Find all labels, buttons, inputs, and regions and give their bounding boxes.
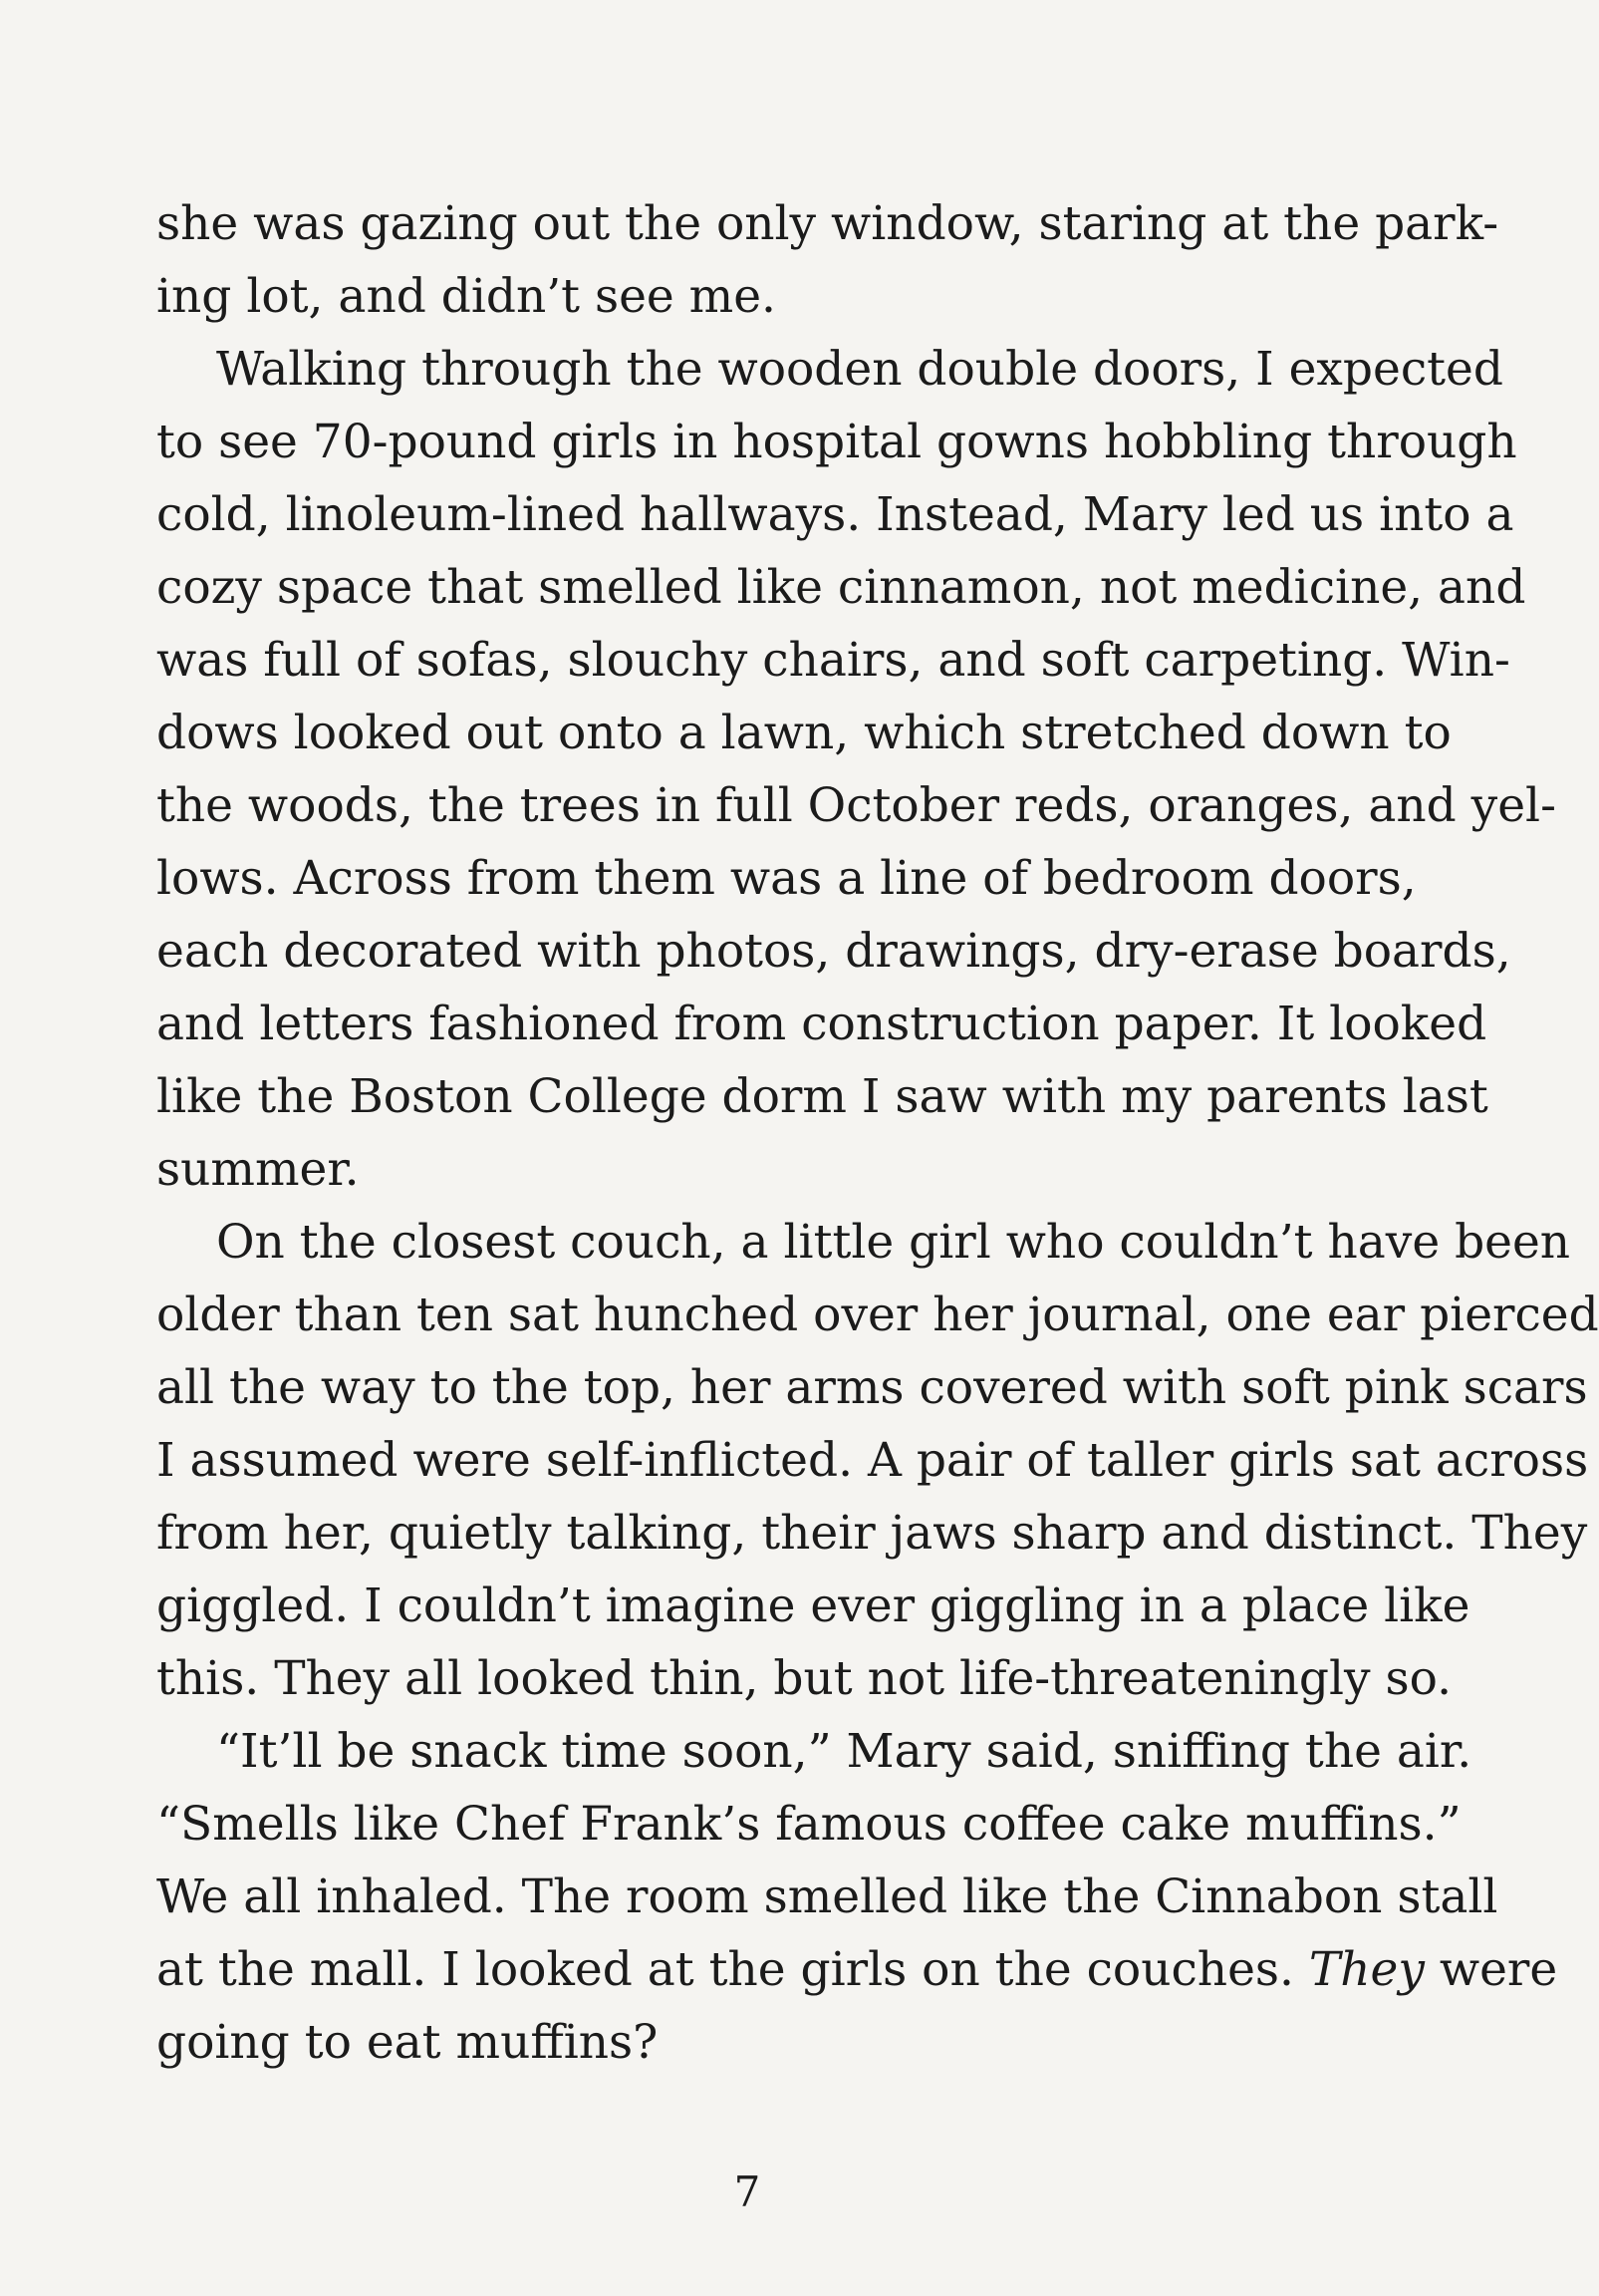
text-line-main: at the mall. I looked at the girls on the couches.: [156, 1942, 1294, 1997]
text-line: “It’ll be snack time soon,” Mary said, sniffing the air.: [216, 1724, 1472, 1779]
text-line: ing lot, and didn’t see me.: [156, 269, 776, 324]
text-line: lows. Across from them was a line of bedroom doors,: [156, 851, 1417, 906]
text-line: was full of sofas, slouchy chairs, and soft carpeting. Win-: [156, 633, 1510, 688]
text-line: going to eat muffins?: [156, 2015, 659, 2070]
text-line: like the Boston College dorm I saw with my parents last: [156, 1069, 1488, 1124]
text-line: Walking through the wooden double doors, I expected: [216, 342, 1503, 397]
text-line: giggled. I couldn’t imagine ever giggling in a place like: [156, 1578, 1470, 1633]
text-line: dows looked out onto a lawn, which stretched down to: [156, 706, 1452, 760]
text-line: each decorated with photos, drawings, dry-erase boards,: [156, 924, 1511, 979]
text-line: cold, linoleum-lined hallways. Instead, Mary led us into a: [156, 487, 1514, 542]
text-line: summer.: [156, 1142, 360, 1197]
text-line: cozy space that smelled like cinnamon, not medicine, and: [156, 560, 1526, 615]
text-line: from her, quietly talking, their jaws sharp and distinct. They: [156, 1506, 1588, 1561]
text-line: the woods, the trees in full October reds, oranges, and yel-: [156, 778, 1556, 833]
text-line: and letters fashioned from construction paper. It looked: [156, 997, 1487, 1051]
text-line: to see 70-pound girls in hospital gowns hobbling through: [156, 415, 1517, 469]
text-line: [156, 1933, 1557, 2006]
text-line: We all inhaled. The room smelled like the Cinnabon stall: [156, 1869, 1498, 1924]
text-line: I assumed were self-inflicted. A pair of taller girls sat across: [156, 1433, 1589, 1488]
text-line: all the way to the top, her arms covered with soft pink scars: [156, 1360, 1588, 1415]
emphasis-they: They: [1308, 1942, 1425, 1997]
text-line-tail: were: [1424, 1942, 1558, 1997]
text-line: “Smells like Chef Frank’s famous coffee cake muffins.”: [156, 1797, 1462, 1852]
text-line: she was gazing out the only window, staring at the park-: [156, 196, 1499, 251]
page-number: 7: [733, 2167, 761, 2216]
text-line: this. They all looked thin, but not life-threateningly so.: [156, 1651, 1453, 1706]
text-line: On the closest couch, a little girl who couldn’t have been: [216, 1215, 1571, 1270]
text-line: older than ten sat hunched over her journal, one ear pierced: [156, 1288, 1599, 1342]
